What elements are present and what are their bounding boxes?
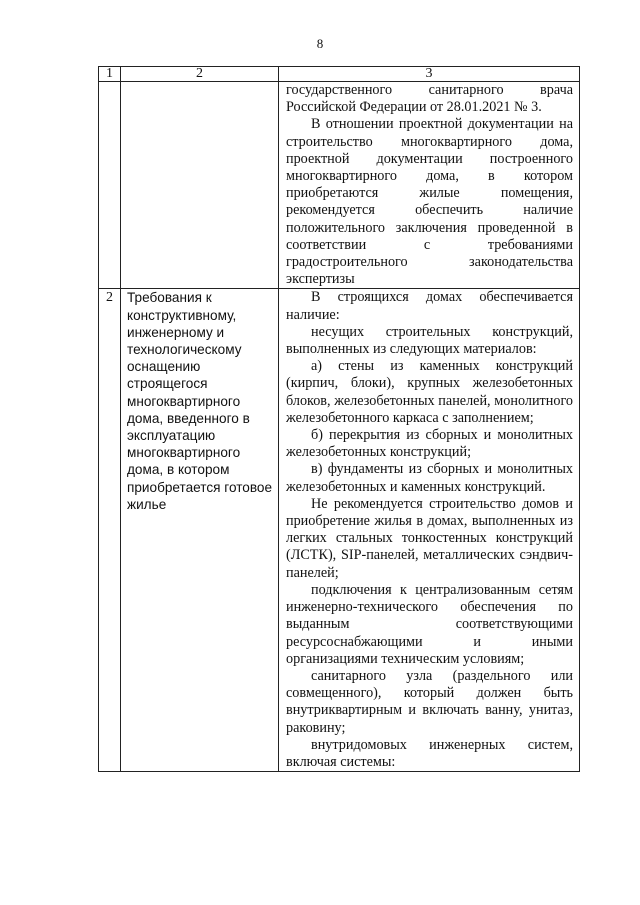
header-col-3: 3 (279, 67, 580, 82)
paragraph: а) стены из каменных конструкций (кирпич, блоки), крупных железобетонных блоков, железобетонных панелей, монолитного железобетонного каркаса с заполнением; (286, 358, 573, 426)
requirement-cell (121, 289, 279, 772)
table-row-continued (99, 82, 580, 289)
row-number-cell-empty (99, 82, 121, 289)
table-row-2 (99, 289, 580, 772)
paragraph: подключения к централизованным сетям инженерно-технического обеспечения по выданным соответствующими ресурсоснабжающими и иными организациями техническим условиям; (286, 581, 573, 667)
recommendation-cell (279, 289, 580, 772)
row-number: 2 (99, 289, 121, 772)
requirements-table (98, 66, 580, 772)
paragraph: В строящихся домах обеспечивается наличие: (286, 289, 573, 323)
paragraph: б) перекрытия из сборных и монолитных железобетонных конструкций; (286, 427, 573, 461)
paragraph: Не рекомендуется строительство домов и приобретение жилья в домах, выполненных из легких стальных тонкостенных конструкций (ЛСТК), SIP-панелей, металлических сэндвич-панелей; (286, 495, 573, 581)
paragraph: государственного санитарного врача Российской Федерации от 28.01.2021 № 3. (286, 82, 573, 116)
page-number: 8 (316, 36, 324, 51)
recommendation-cell (279, 82, 580, 289)
paragraph: В отношении проектной документации на строительство многоквартирного дома, проектной документации построенного многоквартирного дома, в котором приобретаются жилые помещения, рекомендуется обеспечить наличие положительного заключения проведенной в соответствии с требованиями градостроительного законодательства экспертизы (286, 116, 573, 288)
paragraph: внутридомовых инженерных систем, включая системы: (286, 736, 573, 770)
requirement-cell-empty (121, 82, 279, 289)
requirement-title: Требования к конструктивному, инженерному и технологическому оснащению строящегося многоквартирного дома, введенного в эксплуатацию многоквартирного дома, в котором приобретается готовое жилье (127, 290, 273, 512)
paragraph: несущих строительных конструкций, выполненных из следующих материалов: (286, 323, 573, 358)
header-col-2: 2 (121, 67, 279, 82)
paragraph: в) фундаменты из сборных и монолитных железобетонных и каменных конструкций. (286, 461, 573, 495)
paragraph: санитарного узла (раздельного или совмещенного), который должен быть внутриквартирным и включать ванну, унитаз, раковину; (286, 667, 573, 736)
table-header-row (99, 67, 580, 82)
header-col-1: 1 (99, 67, 121, 82)
